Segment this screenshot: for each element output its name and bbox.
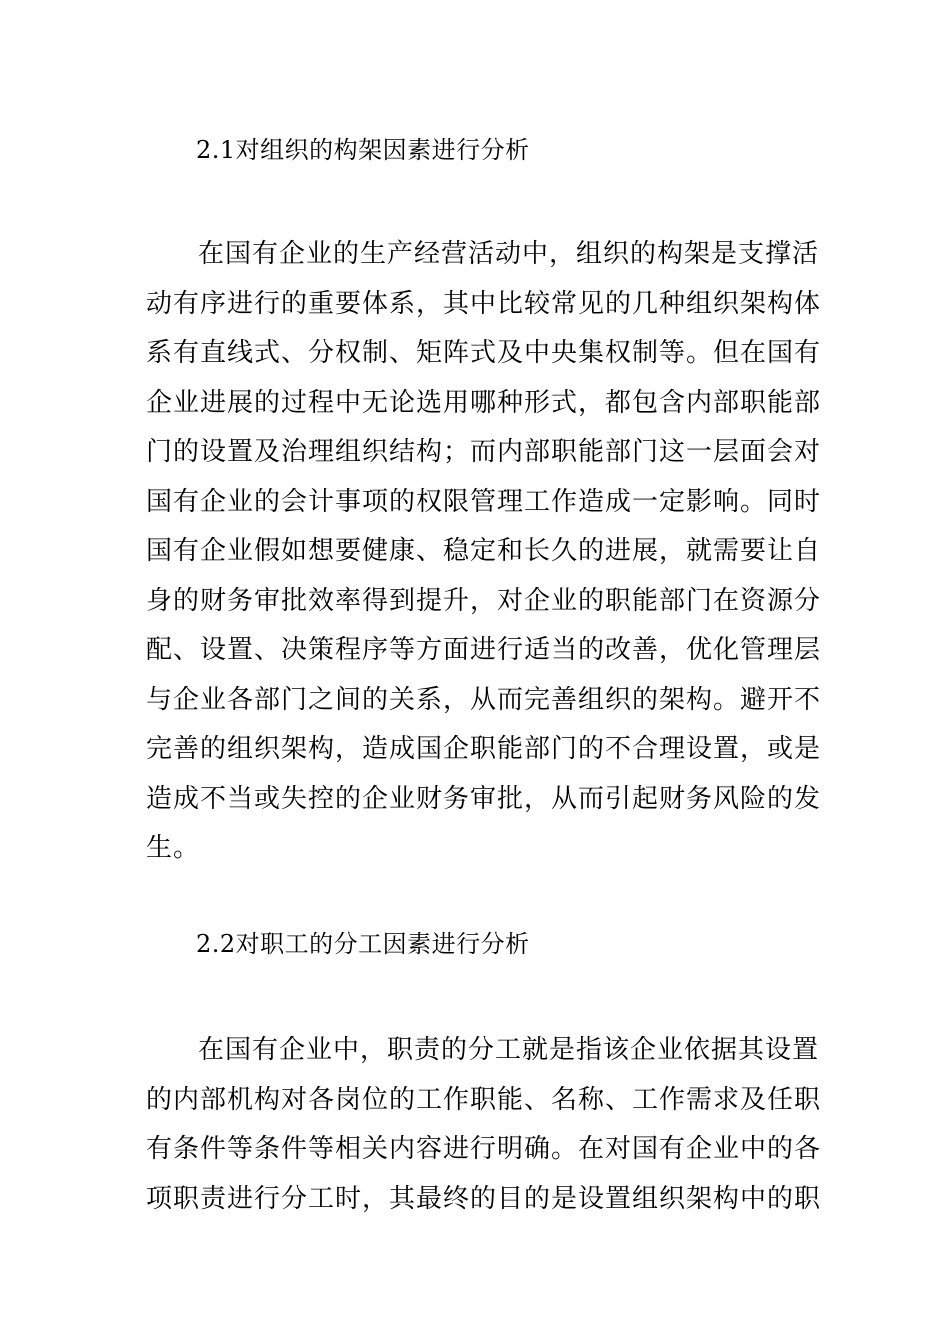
paragraph-line: 系有直线式、分权制、矩阵式及中央集权制等。但在国有 xyxy=(146,338,822,368)
paragraph-line: 生。 xyxy=(146,833,201,863)
paragraph-line: 有条件等条件等相关内容进行明确。在对国有企业中的各 xyxy=(146,1134,822,1164)
paragraph-line: 在国有企业中，职责的分工就是指该企业依据其设置 xyxy=(198,1035,820,1065)
paragraph-line: 动有序进行的重要体系，其中比较常见的几种组织架构体 xyxy=(146,288,822,319)
paragraph-line: 身的财务审批效率得到提升，对企业的职能部门在资源分 xyxy=(146,585,822,616)
paragraph-line: 配、设置、决策程序等方面进行适当的改善，优化管理层 xyxy=(146,635,822,665)
paragraph-line: 在国有企业的生产经营活动中，组织的构架是支撑活 xyxy=(198,239,820,269)
paragraph-line: 国有企业假如想要健康、稳定和长久的进展，就需要让自 xyxy=(146,536,822,566)
section-heading-2-1: 2.1对组织的构架因素进行分析 xyxy=(196,136,530,164)
paragraph-line: 的内部机构对各岗位的工作职能、名称、工作需求及任职 xyxy=(146,1084,822,1115)
section-paragraph-2-1 xyxy=(146,230,822,874)
paragraph-line: 完善的组织架构，造成国企职能部门的不合理设置，或是 xyxy=(146,734,822,764)
section-paragraph-2-2 xyxy=(146,1026,822,1224)
paragraph-line: 企业进展的过程中无论选用哪种形式，都包含内部职能部 xyxy=(146,387,822,418)
paragraph-line: 与企业各部门之间的关系，从而完善组织的架构。避开不 xyxy=(146,684,822,715)
paragraph-line: 造成不当或失控的企业财务审批，从而引起财务风险的发 xyxy=(146,783,822,814)
section-heading-2-2: 2.2对职工的分工因素进行分析 xyxy=(196,930,530,958)
paragraph-line: 门的设置及治理组织结构；而内部职能部门这一层面会对 xyxy=(146,437,822,467)
paragraph-line: 项职责进行分工时，其最终的目的是设置组织架构中的职 xyxy=(146,1183,822,1214)
paragraph-line: 国有企业的会计事项的权限管理工作造成一定影响。同时 xyxy=(146,486,822,517)
